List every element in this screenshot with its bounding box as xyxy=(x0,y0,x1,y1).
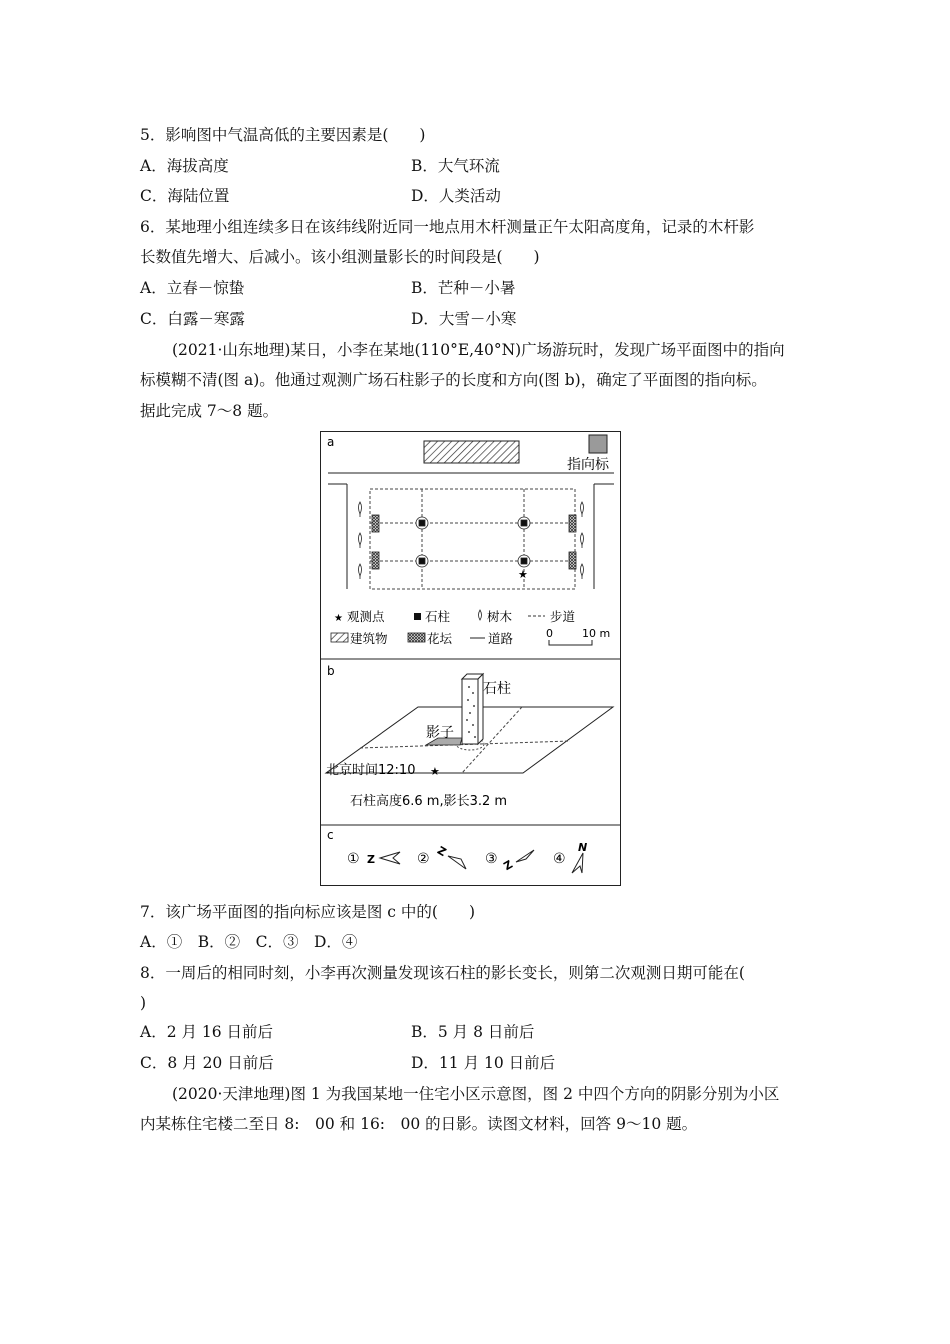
legend-star-icon: ★ xyxy=(334,613,343,624)
legend-observation: 观测点 xyxy=(347,609,385,624)
observation-star-icon: ★ xyxy=(430,765,440,778)
svg-text:Z: Z xyxy=(501,857,515,874)
q6-stem-line1: 6．某地理小组连续多日在该纬线附近同一地点用木杆测量正午太阳高度角，记录的木杆影 xyxy=(140,218,755,236)
legend-flowerbed-icon xyxy=(408,633,425,642)
legend-tree-icon xyxy=(479,610,482,620)
passage1-line1: (2021·山东地理)某日，小李在某地(110°E,40°N)广场游玩时，发现广场平面图中的指向 xyxy=(172,341,785,359)
q5-option-c: C．海陆位置 xyxy=(140,187,230,205)
q7-options: A．① B．② C．③ D．④ xyxy=(140,933,358,951)
choice-4: ④ xyxy=(553,851,566,867)
q8-option-a: A．2 月 16 日前后 xyxy=(140,1023,274,1041)
pillar-label: 石柱 xyxy=(483,681,511,697)
legend-tree: 树木 xyxy=(487,609,513,624)
legend-building: 建筑物 xyxy=(350,631,388,646)
q5-stem: 5．影响图中气温高低的主要因素是( ) xyxy=(140,126,426,144)
building xyxy=(424,441,519,463)
compass-placeholder-icon xyxy=(589,435,607,453)
time-label: 北京时间12:10 xyxy=(326,763,416,778)
figure-abc xyxy=(320,431,621,886)
scale-zero: 0 xyxy=(546,627,553,640)
caption-b: 石柱高度6.6 m,影长3.2 m xyxy=(350,794,508,809)
legend-road: 道路 xyxy=(488,631,514,646)
passage1-line2: 标模糊不清(图 a)。他通过观测广场石柱影子的长度和方向(图 b)，确定了平面图的指向标。 xyxy=(140,371,767,389)
q6-option-d: D．大雪－小寒 xyxy=(411,310,517,328)
compass-label: 指向标 xyxy=(567,457,609,473)
choice-2: ② xyxy=(417,851,430,867)
q6-option-b: B．芒种－小暑 xyxy=(411,279,516,297)
q5-option-b: B．大气环流 xyxy=(411,157,500,175)
q6-option-a: A．立春－惊蛰 xyxy=(140,279,245,297)
panel-b-label: b xyxy=(327,664,335,678)
q7-stem: 7．该广场平面图的指向标应该是图 c 中的( ) xyxy=(140,903,475,921)
passage1-line3: 据此完成 7～8 题。 xyxy=(140,402,279,420)
legend-walkway: 步道 xyxy=(550,609,576,624)
svg-text:Z: Z xyxy=(435,843,449,860)
panel-a-label: a xyxy=(327,435,335,449)
q8-stem-line1: 8．一周后的相同时刻，小李再次测量发现该石柱的影长变长，则第二次观测日期可能在( xyxy=(140,964,745,982)
q8-option-b: B．5 月 8 日前后 xyxy=(411,1023,535,1041)
legend-pillar: 石柱 xyxy=(425,609,451,624)
scale-ten: 10 m xyxy=(582,627,611,640)
pillar-3d xyxy=(462,674,483,744)
legend-flowerbed: 花坛 xyxy=(427,631,453,646)
q8-stem-line2: ) xyxy=(140,994,147,1012)
q8-option-d: D．11 月 10 日前后 xyxy=(411,1054,556,1072)
svg-text:Z: Z xyxy=(367,853,375,866)
choice-3: ③ xyxy=(485,851,498,867)
q5-option-a: A．海拔高度 xyxy=(140,157,229,175)
q8-option-c: C．8 月 20 日前后 xyxy=(140,1054,274,1072)
shadow-label: 影子 xyxy=(426,725,454,741)
legend-pillar-icon xyxy=(414,613,421,620)
q6-option-c: C．白露－寒露 xyxy=(140,310,245,328)
q5-option-d: D．人类活动 xyxy=(411,187,501,205)
passage2-line2: 内某栋住宅楼二至日 8: 00 和 16: 00 的日影。读图文材料，回答 9～10 题。 xyxy=(140,1115,698,1133)
panel-c-label: c xyxy=(327,828,334,842)
legend-building-icon xyxy=(331,633,348,642)
observation-point-icon: ★ xyxy=(518,568,528,581)
choice-1: ① xyxy=(347,851,360,867)
q6-stem-line2: 长数值先增大、后减小。该小组测量影长的时间段是( ) xyxy=(140,248,540,266)
n-letter: N xyxy=(578,841,588,854)
passage2-line1: (2020·天津地理)图 1 为我国某地一住宅小区示意图，图 2 中四个方向的阴影分别为小区 xyxy=(172,1085,780,1103)
